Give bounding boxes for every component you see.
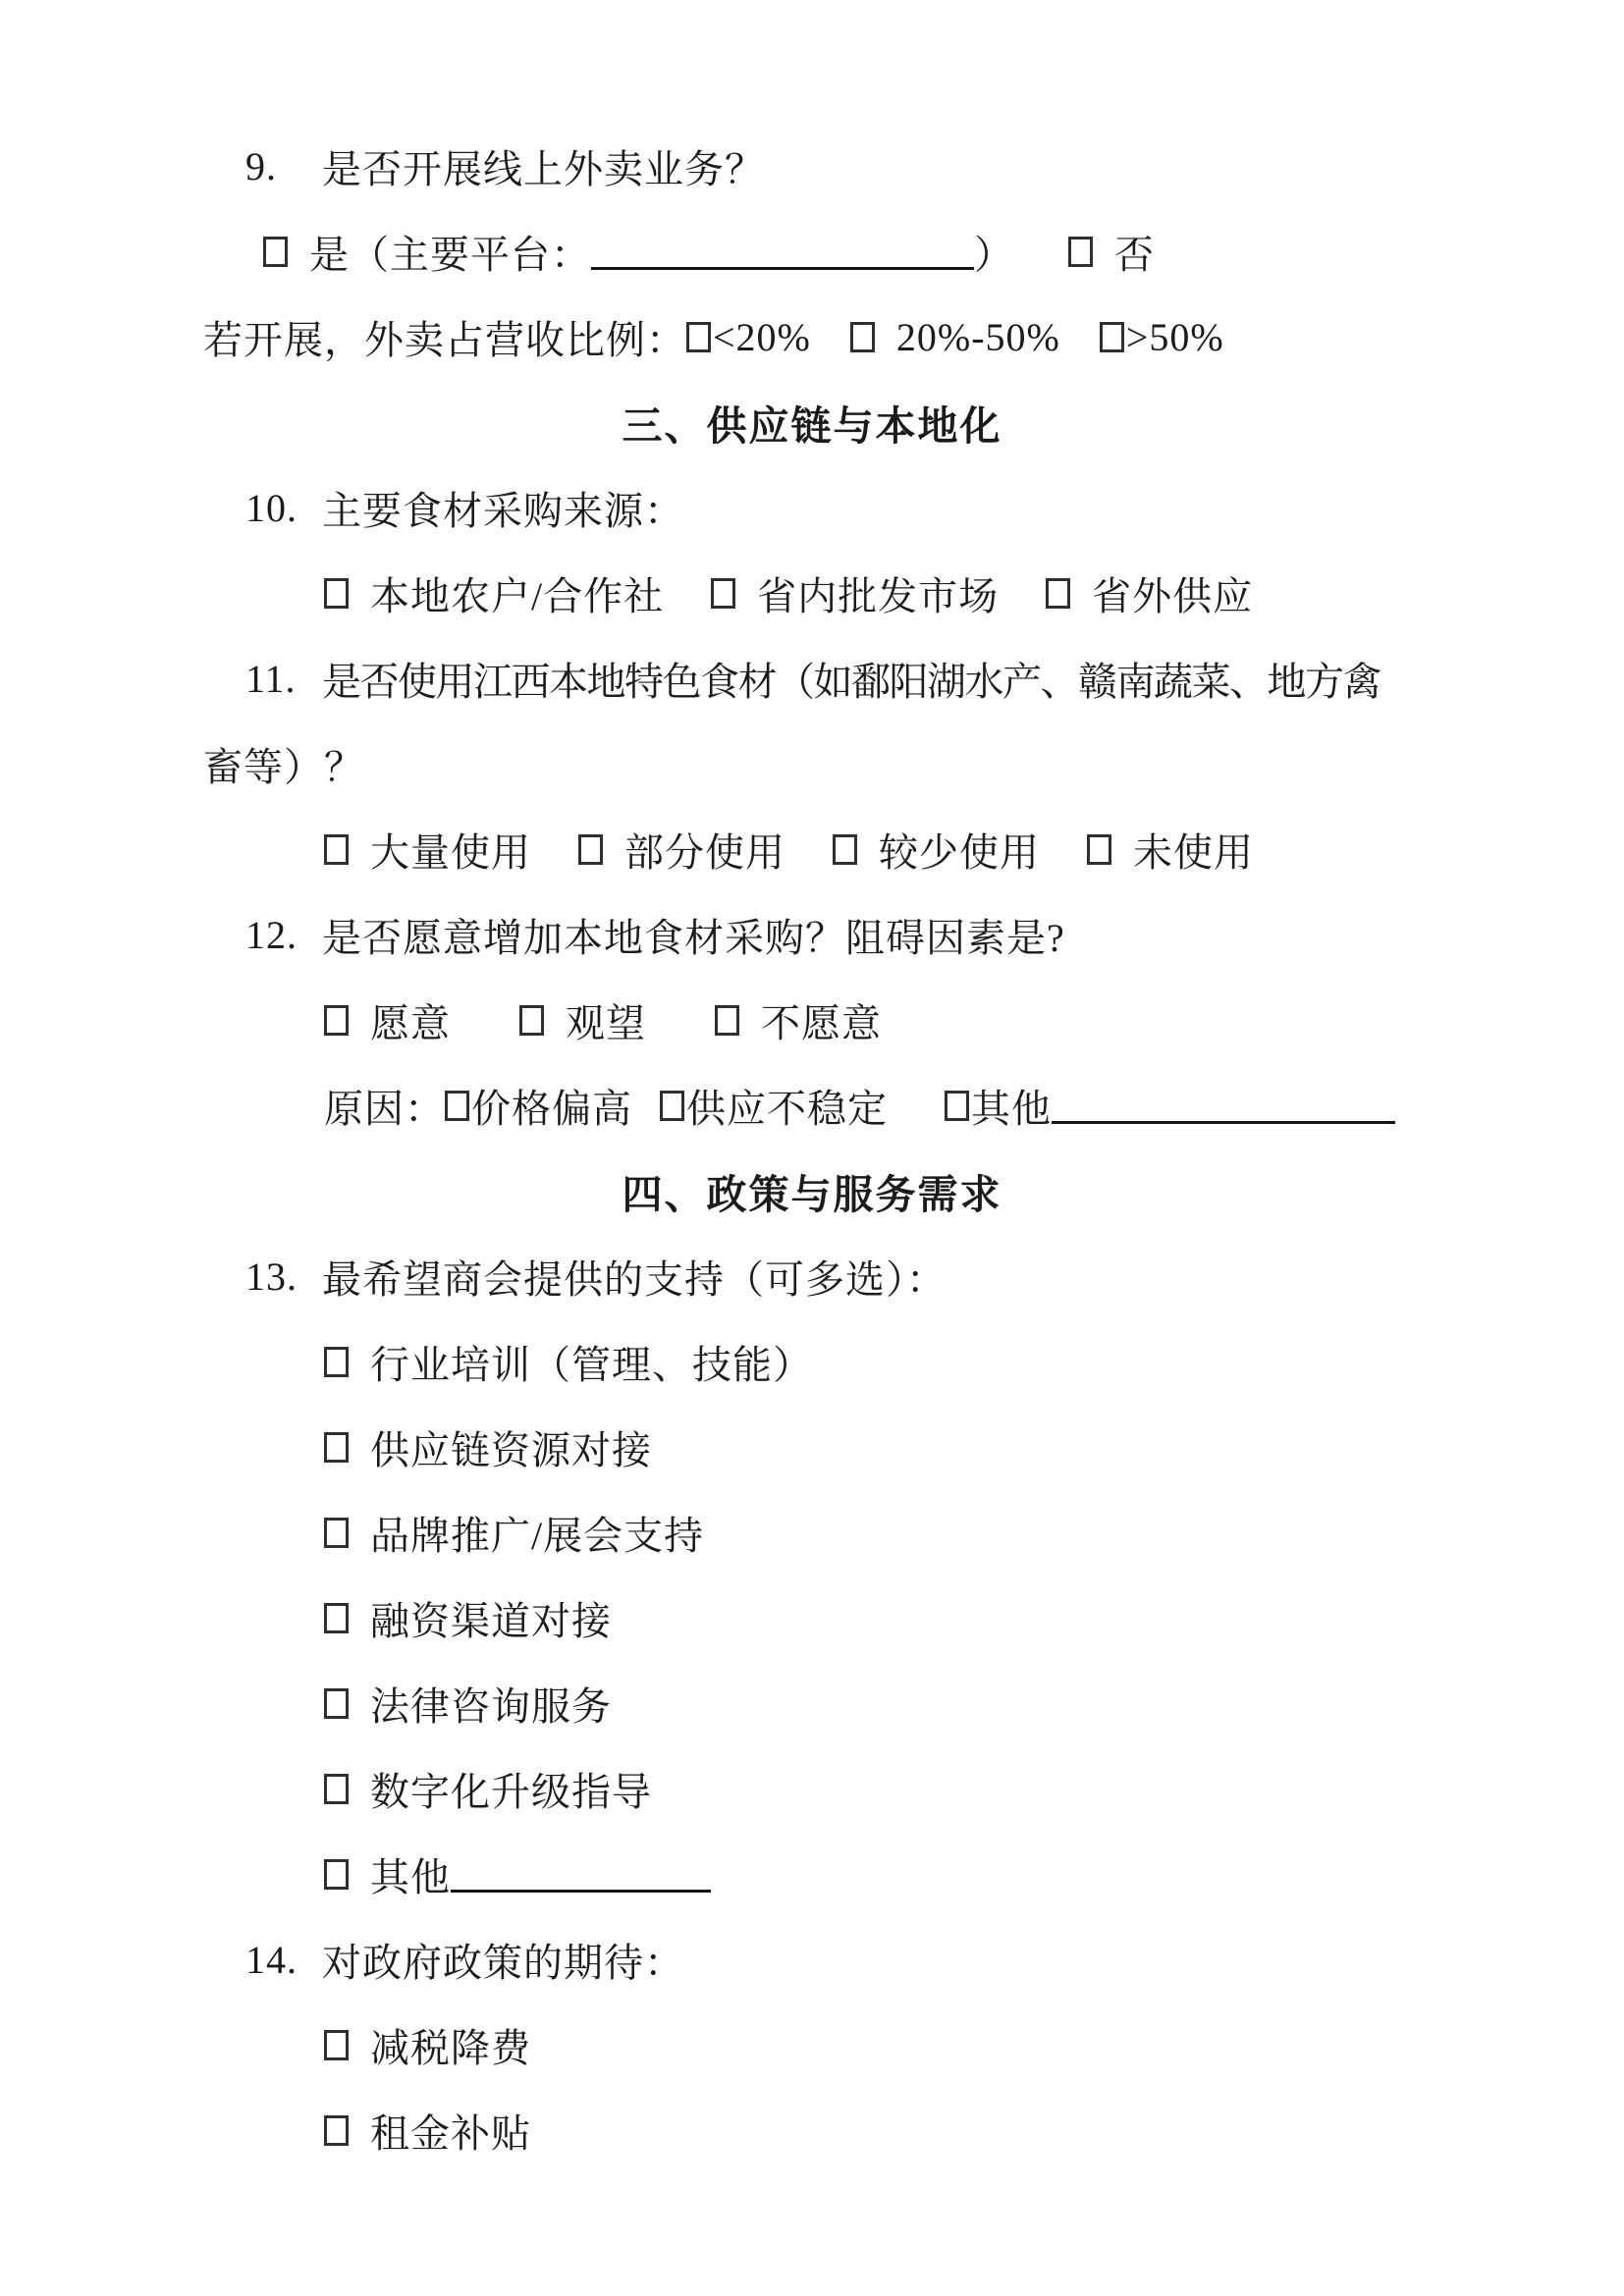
q11-option — [1087, 822, 1254, 878]
q12-price-high-label: 价格偏高 — [471, 1087, 632, 1131]
q13-other-fill-in-blank[interactable] — [451, 1856, 711, 1893]
q12-reason-label: 原因： — [324, 1087, 445, 1131]
q9-lt20-checkbox[interactable] — [686, 322, 711, 352]
q10-local-farmers-checkbox[interactable] — [324, 578, 349, 609]
section-3-heading-row — [0, 380, 1624, 465]
question-9-title: 是否开展线上外卖业务？ — [322, 147, 765, 191]
question-10-options-row — [0, 551, 1624, 636]
q12-unwilling-checkbox[interactable] — [715, 1005, 739, 1036]
question-12-number: 12. — [245, 913, 298, 957]
q11-heavy-use-label: 大量使用 — [370, 830, 531, 875]
q14-tax-reduction-checkbox[interactable] — [324, 2030, 349, 2060]
q13-legal-consulting-label: 法律咨询服务 — [370, 1684, 612, 1729]
question-11-continuation — [0, 721, 1624, 807]
q11-partial-use-checkbox[interactable] — [578, 834, 603, 865]
q13-option-row — [0, 1490, 1624, 1575]
q12-unstable-supply-checkbox[interactable] — [660, 1091, 684, 1121]
q10-option — [711, 565, 999, 621]
q13-option-row — [0, 1405, 1624, 1490]
q9-followup-prefix: 若开展，外卖占营收比例： — [203, 318, 686, 362]
q10-outside-province-label: 省外供应 — [1092, 574, 1254, 618]
q9-gt50-checkbox[interactable] — [1100, 322, 1124, 352]
q12-unwilling-label: 不愿意 — [761, 1001, 882, 1045]
q9-no-checkbox[interactable] — [1068, 237, 1093, 267]
question-12-title: 是否愿意增加本地食材采购？阻碍因素是? — [322, 916, 1065, 960]
q13-digital-upgrade-label: 数字化升级指导 — [370, 1770, 652, 1814]
q12-willing-checkbox[interactable] — [324, 1005, 349, 1036]
q12-other-reason-checkbox[interactable] — [945, 1091, 969, 1121]
q14-option-row — [0, 2002, 1624, 2088]
q12-wait-and-see-label: 观望 — [566, 1001, 646, 1045]
q12-reason-option — [660, 1078, 888, 1134]
q9-no-label: 否 — [1114, 233, 1155, 277]
q10-province-wholesale-label: 省内批发市场 — [757, 574, 1000, 618]
q12-other-reason-fill-in-blank[interactable] — [1052, 1088, 1395, 1124]
q13-digital-upgrade-checkbox[interactable] — [324, 1774, 349, 1804]
q13-option-row — [0, 1746, 1624, 1832]
q11-no-use-checkbox[interactable] — [1087, 834, 1111, 865]
question-13-number: 13. — [245, 1255, 298, 1299]
q13-financing-label: 融资渠道对接 — [370, 1599, 612, 1643]
q10-option — [1046, 565, 1253, 621]
question-12-reason-row — [0, 1063, 1624, 1148]
section-4-heading: 四、政策与服务需求 — [622, 1172, 1002, 1217]
q9-gt50-label: >50% — [1125, 315, 1224, 359]
question-12-options-row — [0, 978, 1624, 1063]
question-9-yesno-row — [0, 209, 1624, 294]
question-11-title-line2: 畜等）？ — [203, 745, 364, 789]
question-9-number: 9. — [245, 144, 277, 188]
q9-20to50-label: 20%-50% — [895, 315, 1060, 359]
question-14 — [0, 1917, 1624, 2002]
q9-platform-fill-in-blank[interactable] — [591, 234, 974, 270]
q13-option-row — [0, 1661, 1624, 1746]
q11-rare-use-checkbox[interactable] — [833, 834, 857, 865]
q9-followup-option — [850, 314, 1060, 360]
q12-option — [715, 992, 882, 1048]
q12-unstable-supply-label: 供应不稳定 — [686, 1087, 888, 1131]
question-10 — [0, 465, 1624, 551]
q12-option — [324, 992, 451, 1048]
q9-yes-label: 是（主要平台： — [309, 233, 591, 277]
q14-rent-subsidy-checkbox[interactable] — [324, 2115, 349, 2146]
q13-option-row — [0, 1319, 1624, 1405]
question-14-title: 对政府政策的期待： — [322, 1941, 684, 1985]
q11-option — [578, 822, 785, 878]
q11-rare-use-label: 较少使用 — [879, 830, 1040, 875]
q11-heavy-use-checkbox[interactable] — [324, 834, 349, 865]
q13-industry-training-checkbox[interactable] — [324, 1347, 349, 1377]
question-14-number: 14. — [245, 1938, 298, 1982]
q13-industry-training-label: 行业培训（管理、技能） — [370, 1343, 813, 1387]
q10-province-wholesale-checkbox[interactable] — [711, 578, 735, 609]
q9-followup-option — [686, 314, 811, 360]
q13-financing-checkbox[interactable] — [324, 1603, 349, 1633]
q12-option — [519, 992, 646, 1048]
q10-option — [324, 565, 664, 621]
question-10-number: 10. — [245, 486, 298, 530]
q12-reason-option — [945, 1078, 1052, 1134]
section-3-heading: 三、供应链与本地化 — [622, 403, 1002, 449]
q13-option-row — [0, 1575, 1624, 1661]
q9-yes-close-paren: ） — [974, 233, 1014, 277]
q9-20to50-checkbox[interactable] — [850, 322, 875, 352]
q12-other-reason-label: 其他 — [971, 1087, 1052, 1131]
question-11-title-line1: 是否使用江西本地特色食材（如鄱阳湖水产、赣南蔬菜、地方禽 — [322, 660, 1380, 704]
q14-option-row — [0, 2088, 1624, 2173]
question-11-number: 11. — [245, 657, 297, 701]
q13-supply-chain-label: 供应链资源对接 — [370, 1428, 652, 1472]
q13-brand-promotion-label: 品牌推广/展会支持 — [370, 1514, 705, 1558]
q14-rent-subsidy-label: 租金补贴 — [370, 2111, 531, 2156]
question-12 — [0, 892, 1624, 978]
q13-option-row — [0, 1832, 1624, 1917]
q10-outside-province-checkbox[interactable] — [1046, 578, 1070, 609]
question-9-followup-row — [0, 294, 1624, 380]
q13-legal-consulting-checkbox[interactable] — [324, 1688, 349, 1719]
question-11 — [0, 636, 1624, 721]
q14-tax-reduction-label: 减税降费 — [370, 2026, 531, 2070]
q12-price-high-checkbox[interactable] — [445, 1091, 469, 1121]
q11-partial-use-label: 部分使用 — [624, 830, 785, 875]
q13-other-checkbox[interactable] — [324, 1859, 349, 1890]
q13-other-label: 其他 — [370, 1855, 451, 1899]
q13-brand-promotion-checkbox[interactable] — [324, 1518, 349, 1548]
question-9 — [0, 124, 1624, 209]
q13-supply-chain-checkbox[interactable] — [324, 1432, 349, 1463]
top-margin — [0, 0, 1624, 124]
q11-option — [324, 822, 531, 878]
question-11-options-row — [0, 807, 1624, 892]
q9-followup-option — [1100, 314, 1224, 360]
q12-reason-option — [445, 1078, 632, 1134]
q12-willing-label: 愿意 — [370, 1001, 451, 1045]
q11-no-use-label: 未使用 — [1133, 830, 1254, 875]
q9-lt20-label: <20% — [713, 315, 811, 359]
section-4-heading-row — [0, 1148, 1624, 1234]
question-13-title: 最希望商会提供的支持（可多选）： — [322, 1257, 947, 1302]
question-13 — [0, 1234, 1624, 1319]
q9-yes-checkbox[interactable] — [263, 237, 288, 267]
question-10-title: 主要食材采购来源： — [322, 489, 684, 533]
q10-local-farmers-label: 本地农户/合作社 — [370, 574, 665, 618]
q12-wait-and-see-checkbox[interactable] — [519, 1005, 544, 1036]
q11-option — [833, 822, 1040, 878]
